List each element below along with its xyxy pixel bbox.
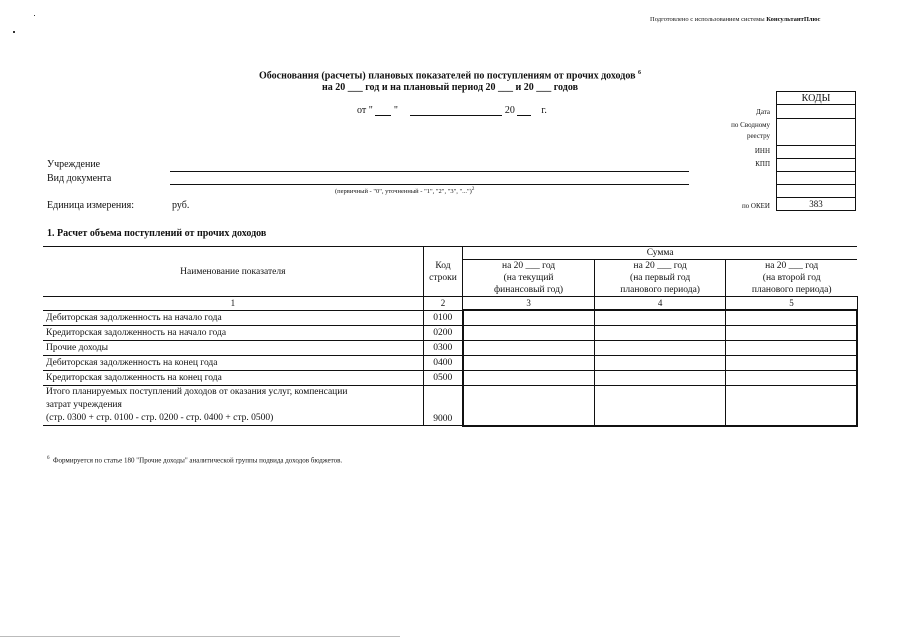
col-number: 5 xyxy=(726,297,857,311)
prepared-prefix: Подготовлено с использованием системы xyxy=(650,16,765,23)
unit-value: руб. xyxy=(172,200,190,211)
sum-cell[interactable] xyxy=(463,386,595,426)
code-label-register-2: реестру xyxy=(746,132,770,140)
title-line2: на 20 ___ год и на плановый период 20 ___ и 20 ___ годов xyxy=(322,82,578,94)
sum-cell[interactable] xyxy=(726,341,857,356)
sum-cell[interactable] xyxy=(594,341,726,356)
scan-dot xyxy=(34,15,35,16)
sum-cell[interactable] xyxy=(726,356,857,371)
date-quote-close: " xyxy=(393,105,398,116)
table-row xyxy=(43,310,857,326)
code-label-date: Дата xyxy=(756,108,770,116)
row-code: 0500 xyxy=(423,371,463,386)
footnote-mark: 6 xyxy=(47,456,50,461)
sum-cell[interactable] xyxy=(463,371,595,386)
codes-box xyxy=(776,91,856,211)
year-field[interactable] xyxy=(517,105,531,116)
row-name: Кредиторская задолженность на конец года xyxy=(43,371,423,386)
sum-cell[interactable] xyxy=(594,310,726,326)
col-number: 2 xyxy=(423,297,463,311)
footnote-text: Формируется по статье 180 "Прочие доходы" аналитической группы подвида доходов бюджетов. xyxy=(53,456,343,465)
sum-cell[interactable] xyxy=(594,356,726,371)
row-code: 0400 xyxy=(423,356,463,371)
code-register-cell[interactable] xyxy=(777,119,856,146)
code-label-inn: ИНН xyxy=(754,147,770,155)
institution-field[interactable] xyxy=(170,171,689,172)
row-code: 0200 xyxy=(423,326,463,341)
table-row xyxy=(43,326,857,341)
sum-cell[interactable] xyxy=(463,310,595,326)
footnote xyxy=(47,456,342,464)
row-name: Дебиторская задолженность на конец года xyxy=(43,356,423,371)
table-row-total xyxy=(43,386,857,426)
code-kpp-cell[interactable] xyxy=(777,159,856,172)
codes-header: КОДЫ xyxy=(777,92,856,105)
sum-cell[interactable] xyxy=(463,326,595,341)
month-field[interactable] xyxy=(410,105,502,116)
head-sum-first: на 20 ___ год (на первый год планового периода) xyxy=(594,260,726,297)
scan-edge-line xyxy=(0,636,400,637)
sum-cell[interactable] xyxy=(726,386,857,426)
day-field[interactable] xyxy=(375,105,391,116)
table-row xyxy=(43,371,857,386)
code-label-kpp: КПП xyxy=(755,160,770,168)
sum-cell[interactable] xyxy=(594,371,726,386)
row-name: Дебиторская задолженность на начало года xyxy=(43,310,423,326)
table-row xyxy=(43,356,857,371)
sum-cell[interactable] xyxy=(463,341,595,356)
head-sum: Сумма xyxy=(463,247,857,260)
total-name: Итого планируемых поступлений доходов от оказания услуг, компенсации затрат учреждения (стр. 0300 + стр. 0100 - стр. 0200 - стр. 0400 + стр. 0500) xyxy=(43,386,423,426)
sum-cell[interactable] xyxy=(726,310,857,326)
section-title: 1. Расчет объема поступлений от прочих доходов xyxy=(47,228,267,239)
year-suffix: г. xyxy=(541,105,547,116)
code-inn-cell[interactable] xyxy=(777,146,856,159)
row-code: 0100 xyxy=(423,310,463,326)
institution-label: Учреждение xyxy=(47,159,101,170)
prepared-with-note xyxy=(650,16,820,23)
income-calculation-table xyxy=(43,246,858,427)
head-sum-current: на 20 ___ год (на текущий финансовый год) xyxy=(463,260,595,297)
sum-cell[interactable] xyxy=(726,326,857,341)
table-row xyxy=(43,341,857,356)
document-title xyxy=(150,67,750,94)
doc-type-field[interactable] xyxy=(170,184,689,185)
head-code: Код строки xyxy=(423,247,463,297)
scan-dot xyxy=(13,31,15,33)
row-code: 0300 xyxy=(423,341,463,356)
col-number: 1 xyxy=(43,297,423,311)
code-okei-cell: 383 xyxy=(777,198,856,211)
date-from-label: от " xyxy=(357,105,373,116)
code-label-okei: по ОКЕИ xyxy=(741,202,770,210)
row-name: Прочие доходы xyxy=(43,341,423,356)
code-blank-cell[interactable] xyxy=(777,185,856,198)
head-sum-second: на 20 ___ год (на второй год планового периода) xyxy=(726,260,857,297)
unit-label: Единица измерения: xyxy=(47,200,134,211)
code-label-register-1: по Сводному xyxy=(731,121,770,129)
sum-cell[interactable] xyxy=(726,371,857,386)
col-number: 4 xyxy=(594,297,726,311)
year-prefix: 20 xyxy=(504,105,515,116)
date-line xyxy=(357,105,547,116)
doc-note-text: (первичный - "0", уточненный - "1", "2", "3", "...") xyxy=(335,188,472,196)
sum-cell[interactable] xyxy=(594,326,726,341)
title-line1: Обоснования (расчеты) плановых показателей по поступлениям от прочих доходов xyxy=(259,70,636,82)
sum-cell[interactable] xyxy=(463,356,595,371)
head-name: Наименование показателя xyxy=(43,247,423,297)
code-date-cell[interactable] xyxy=(777,105,856,119)
title-footnote-mark: 6 xyxy=(637,70,641,76)
row-name: Кредиторская задолженность на начало года xyxy=(43,326,423,341)
total-code: 9000 xyxy=(423,386,463,426)
prepared-brand: КонсультантПлюс xyxy=(766,16,821,23)
doc-type-note xyxy=(335,187,474,195)
col-number: 3 xyxy=(463,297,595,311)
doc-note-mark: 2 xyxy=(471,187,475,192)
doc-type-label: Вид документа xyxy=(47,173,112,184)
sum-cell[interactable] xyxy=(594,386,726,426)
code-blank-cell[interactable] xyxy=(777,172,856,185)
